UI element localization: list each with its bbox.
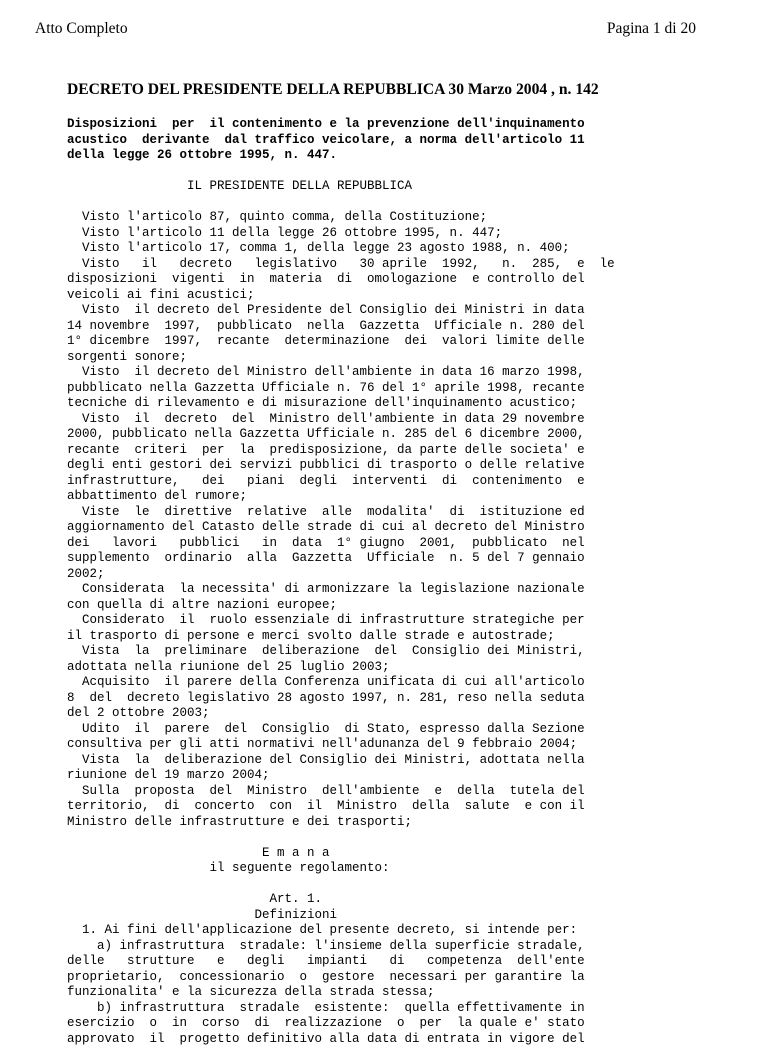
preamble-line: dei lavori pubblici in data 1° giugno 2001, pubblicato nel [67, 536, 705, 552]
preamble-line: Visto il decreto del Ministro dell'ambiente in data 16 marzo 1998, [67, 365, 705, 381]
document-body [67, 117, 705, 1047]
page-counter: Pagina 1 di 20 [607, 20, 696, 38]
issuer-heading: IL PRESIDENTE DELLA REPUBBLICA [67, 179, 705, 195]
preamble-line: consultiva per gli atti normativi nell'adunanza del 9 febbraio 2004; [67, 737, 705, 753]
preamble-line: Visto l'articolo 17, comma 1, della legge 23 agosto 1988, n. 400; [67, 241, 705, 257]
article-1 [67, 892, 705, 1047]
document-title: DECRETO DEL PRESIDENTE DELLA REPUBBLICA 30 Marzo 2004 , n. 142 [67, 81, 599, 99]
preamble-line: Vista la deliberazione del Consiglio dei Ministri, adottata nella [67, 753, 705, 769]
preamble-line: 1° dicembre 1997, recante determinazione dei valori limite delle [67, 334, 705, 350]
subtitle-line: della legge 26 ottobre 1995, n. 447. [67, 148, 705, 164]
preamble-line: Viste le direttive relative alle modalita' di istituzione ed [67, 505, 705, 521]
preamble-line: recante criteri per la predisposizione, da parte delle societa' e [67, 443, 705, 459]
preamble-line: 8 del decreto legislativo 28 agosto 1997, n. 281, reso nella seduta [67, 691, 705, 707]
article-line: approvato il progetto definitivo alla data di entrata in vigore del [67, 1032, 705, 1047]
emana-block [67, 846, 705, 877]
preamble-line: Visto l'articolo 11 della legge 26 ottobre 1995, n. 447; [67, 226, 705, 242]
article-number: Art. 1. [67, 892, 705, 908]
article-line: delle strutture e degli impianti di competenza dell'ente [67, 954, 705, 970]
subtitle-block [67, 117, 705, 164]
preamble-line: Visto il decreto del Presidente del Consiglio dei Ministri in data [67, 303, 705, 319]
subtitle-line: acustico derivante dal traffico veicolare, a norma dell'articolo 11 [67, 133, 705, 149]
preamble-line: veicoli ai fini acustici; [67, 288, 705, 304]
preamble-line: Considerata la necessita' di armonizzare la legislazione nazionale [67, 582, 705, 598]
emana-heading: E m a n a [67, 846, 705, 862]
preamble-line: riunione del 19 marzo 2004; [67, 768, 705, 784]
preamble-line: Considerato il ruolo essenziale di infrastrutture strategiche per [67, 613, 705, 629]
preamble-line: sorgenti sonore; [67, 350, 705, 366]
preamble-line: con quella di altre nazioni europee; [67, 598, 705, 614]
article-title: Definizioni [67, 908, 705, 924]
preamble-line: degli enti gestori dei servizi pubblici di trasporto o delle relative [67, 458, 705, 474]
preamble-line: territorio, di concerto con il Ministro della salute e con il [67, 799, 705, 815]
preamble-line: abbattimento del rumore; [67, 489, 705, 505]
preamble-line: Sulla proposta del Ministro dell'ambiente e della tutela del [67, 784, 705, 800]
preamble-line: 2000, pubblicato nella Gazzetta Ufficiale n. 285 del 6 dicembre 2000, [67, 427, 705, 443]
preamble-line: Visto il decreto del Ministro dell'ambiente in data 29 novembre [67, 412, 705, 428]
article-line: 1. Ai fini dell'applicazione del presente decreto, si intende per: [67, 923, 705, 939]
preamble-line: Udito il parere del Consiglio di Stato, espresso dalla Sezione [67, 722, 705, 738]
subtitle-line: Disposizioni per il contenimento e la prevenzione dell'inquinamento [67, 117, 705, 133]
preamble-line: Acquisito il parere della Conferenza unificata di cui all'articolo [67, 675, 705, 691]
preamble-line: tecniche di rilevamento e di misurazione dell'inquinamento acustico; [67, 396, 705, 412]
preamble-line: pubblicato nella Gazzetta Ufficiale n. 76 del 1° aprile 1998, recante [67, 381, 705, 397]
preamble-line: Ministro delle infrastrutture e dei trasporti; [67, 815, 705, 831]
preamble-line: infrastrutture, dei piani degli interventi di contenimento e [67, 474, 705, 490]
preamble-line: 14 novembre 1997, pubblicato nella Gazzetta Ufficiale n. 280 del [67, 319, 705, 335]
article-line: a) infrastruttura stradale: l'insieme della superficie stradale, [67, 939, 705, 955]
emana-subheading: il seguente regolamento: [67, 861, 705, 877]
preamble-line: del 2 ottobre 2003; [67, 706, 705, 722]
preamble-line: disposizioni vigenti in materia di omologazione e controllo del [67, 272, 705, 288]
preamble-line: il trasporto di persone e merci svolto dalle strade e autostrade; [67, 629, 705, 645]
article-line: funzionalita' e la sicurezza della strada stessa; [67, 985, 705, 1001]
preamble-line: Visto il decreto legislativo 30 aprile 1992, n. 285, e le [67, 257, 705, 273]
article-line: esercizio o in corso di realizzazione o per la quale e' stato [67, 1016, 705, 1032]
article-line: b) infrastruttura stradale esistente: quella effettivamente in [67, 1001, 705, 1017]
article-line: proprietario, concessionario o gestore necessari per garantire la [67, 970, 705, 986]
preamble-line: supplemento ordinario alla Gazzetta Ufficiale n. 5 del 7 gennaio [67, 551, 705, 567]
preamble-line: aggiornamento del Catasto delle strade di cui al decreto del Ministro [67, 520, 705, 536]
preamble-line: adottata nella riunione del 25 luglio 2003; [67, 660, 705, 676]
running-header-title: Atto Completo [35, 20, 128, 38]
preamble [67, 210, 705, 830]
preamble-line: Vista la preliminare deliberazione del Consiglio dei Ministri, [67, 644, 705, 660]
preamble-line: Visto l'articolo 87, quinto comma, della Costituzione; [67, 210, 705, 226]
preamble-line: 2002; [67, 567, 705, 583]
